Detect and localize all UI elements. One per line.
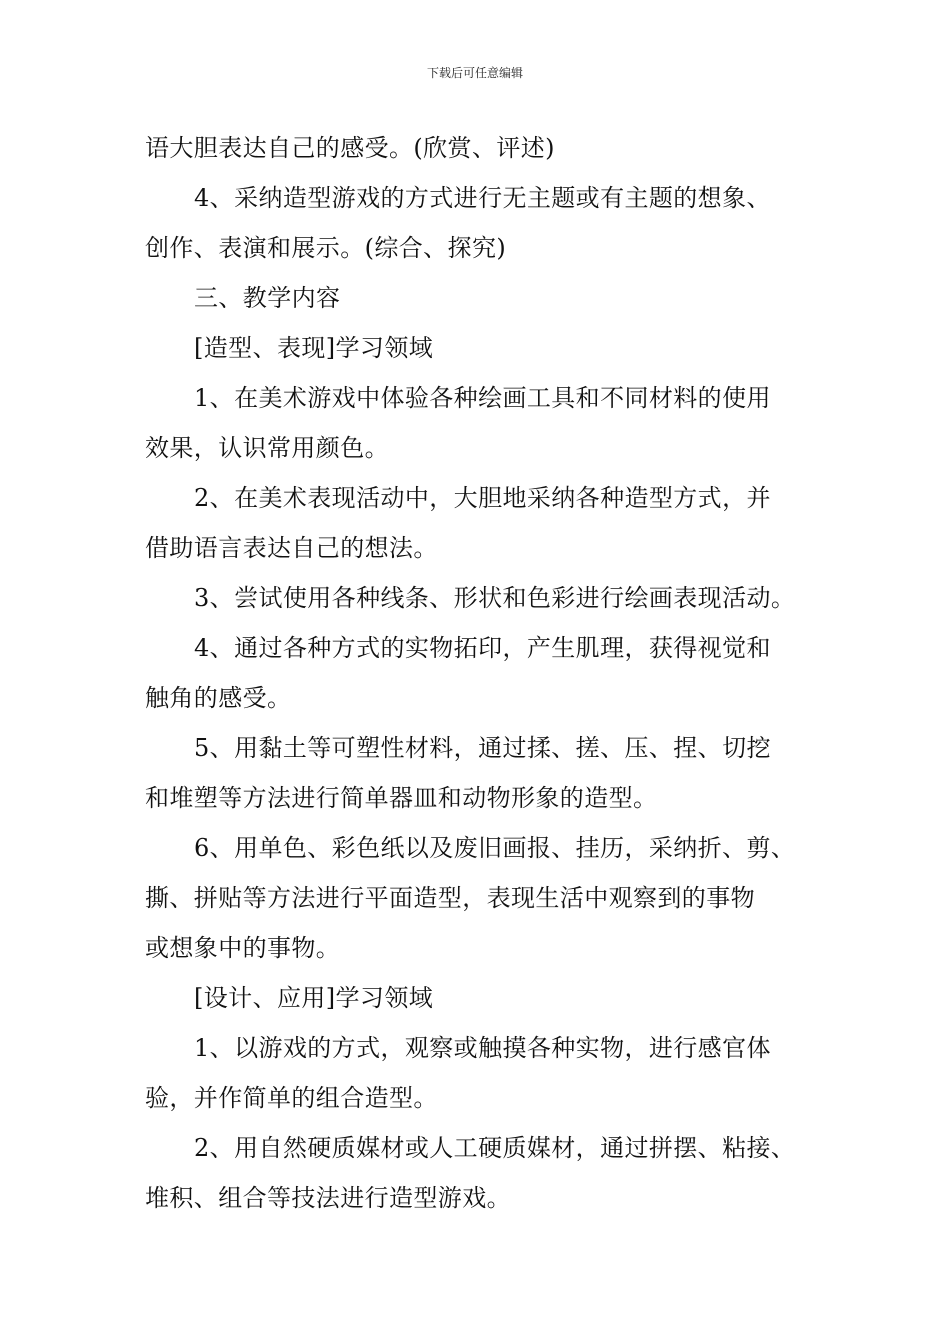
section-heading: 三、教学内容 <box>194 284 341 312</box>
paragraph-line: 4、采纳造型游戏的方式进行无主题或有主题的想象、 <box>194 184 771 212</box>
paragraph-line: 和堆塑等方法进行简单器皿和动物形象的造型。 <box>145 784 658 812</box>
paragraph-line: 触角的感受。 <box>145 684 292 712</box>
paragraph-line: 效果，认识常用颜色。 <box>145 434 389 462</box>
paragraph-line: 4、通过各种方式的实物拓印，产生肌理，获得视觉和 <box>194 634 771 662</box>
paragraph-line: 语大胆表达自己的感受。(欣赏、评述) <box>145 134 555 162</box>
paragraph-line: 撕、拼贴等方法进行平面造型，表现生活中观察到的事物 <box>145 884 755 912</box>
paragraph-line: 2、在美术表现活动中，大胆地采纳各种造型方式，并 <box>194 484 771 512</box>
paragraph-line: 1、在美术游戏中体验各种绘画工具和不同材料的使用 <box>194 384 771 412</box>
paragraph-line: 5、用黏土等可塑性材料，通过揉、搓、压、捏、切挖 <box>194 734 771 762</box>
paragraph-line: 1、以游戏的方式，观察或触摸各种实物，进行感官体 <box>194 1034 771 1062</box>
paragraph-line: 验，并作简单的组合造型。 <box>145 1084 438 1112</box>
subsection-heading: [设计、应用]学习领域 <box>194 984 434 1012</box>
document-body <box>145 123 825 1223</box>
paragraph-line: 3、尝试使用各种线条、形状和色彩进行绘画表现活动。 <box>194 584 796 612</box>
paragraph-line: 借助语言表达自己的想法。 <box>145 534 438 562</box>
page-header-note: 下载后可任意编辑 <box>426 66 523 80</box>
paragraph-line: 创作、表演和展示。(综合、探究) <box>145 234 507 262</box>
paragraph-line: 堆积、组合等技法进行造型游戏。 <box>145 1184 511 1212</box>
paragraph-line: 2、用自然硬质媒材或人工硬质媒材，通过拼摆、粘接、 <box>194 1134 796 1162</box>
paragraph-line: 或想象中的事物。 <box>145 934 341 962</box>
paragraph-line: 6、用单色、彩色纸以及废旧画报、挂历，采纳折、剪、 <box>194 834 796 862</box>
subsection-heading: [造型、表现]学习领域 <box>194 334 434 362</box>
